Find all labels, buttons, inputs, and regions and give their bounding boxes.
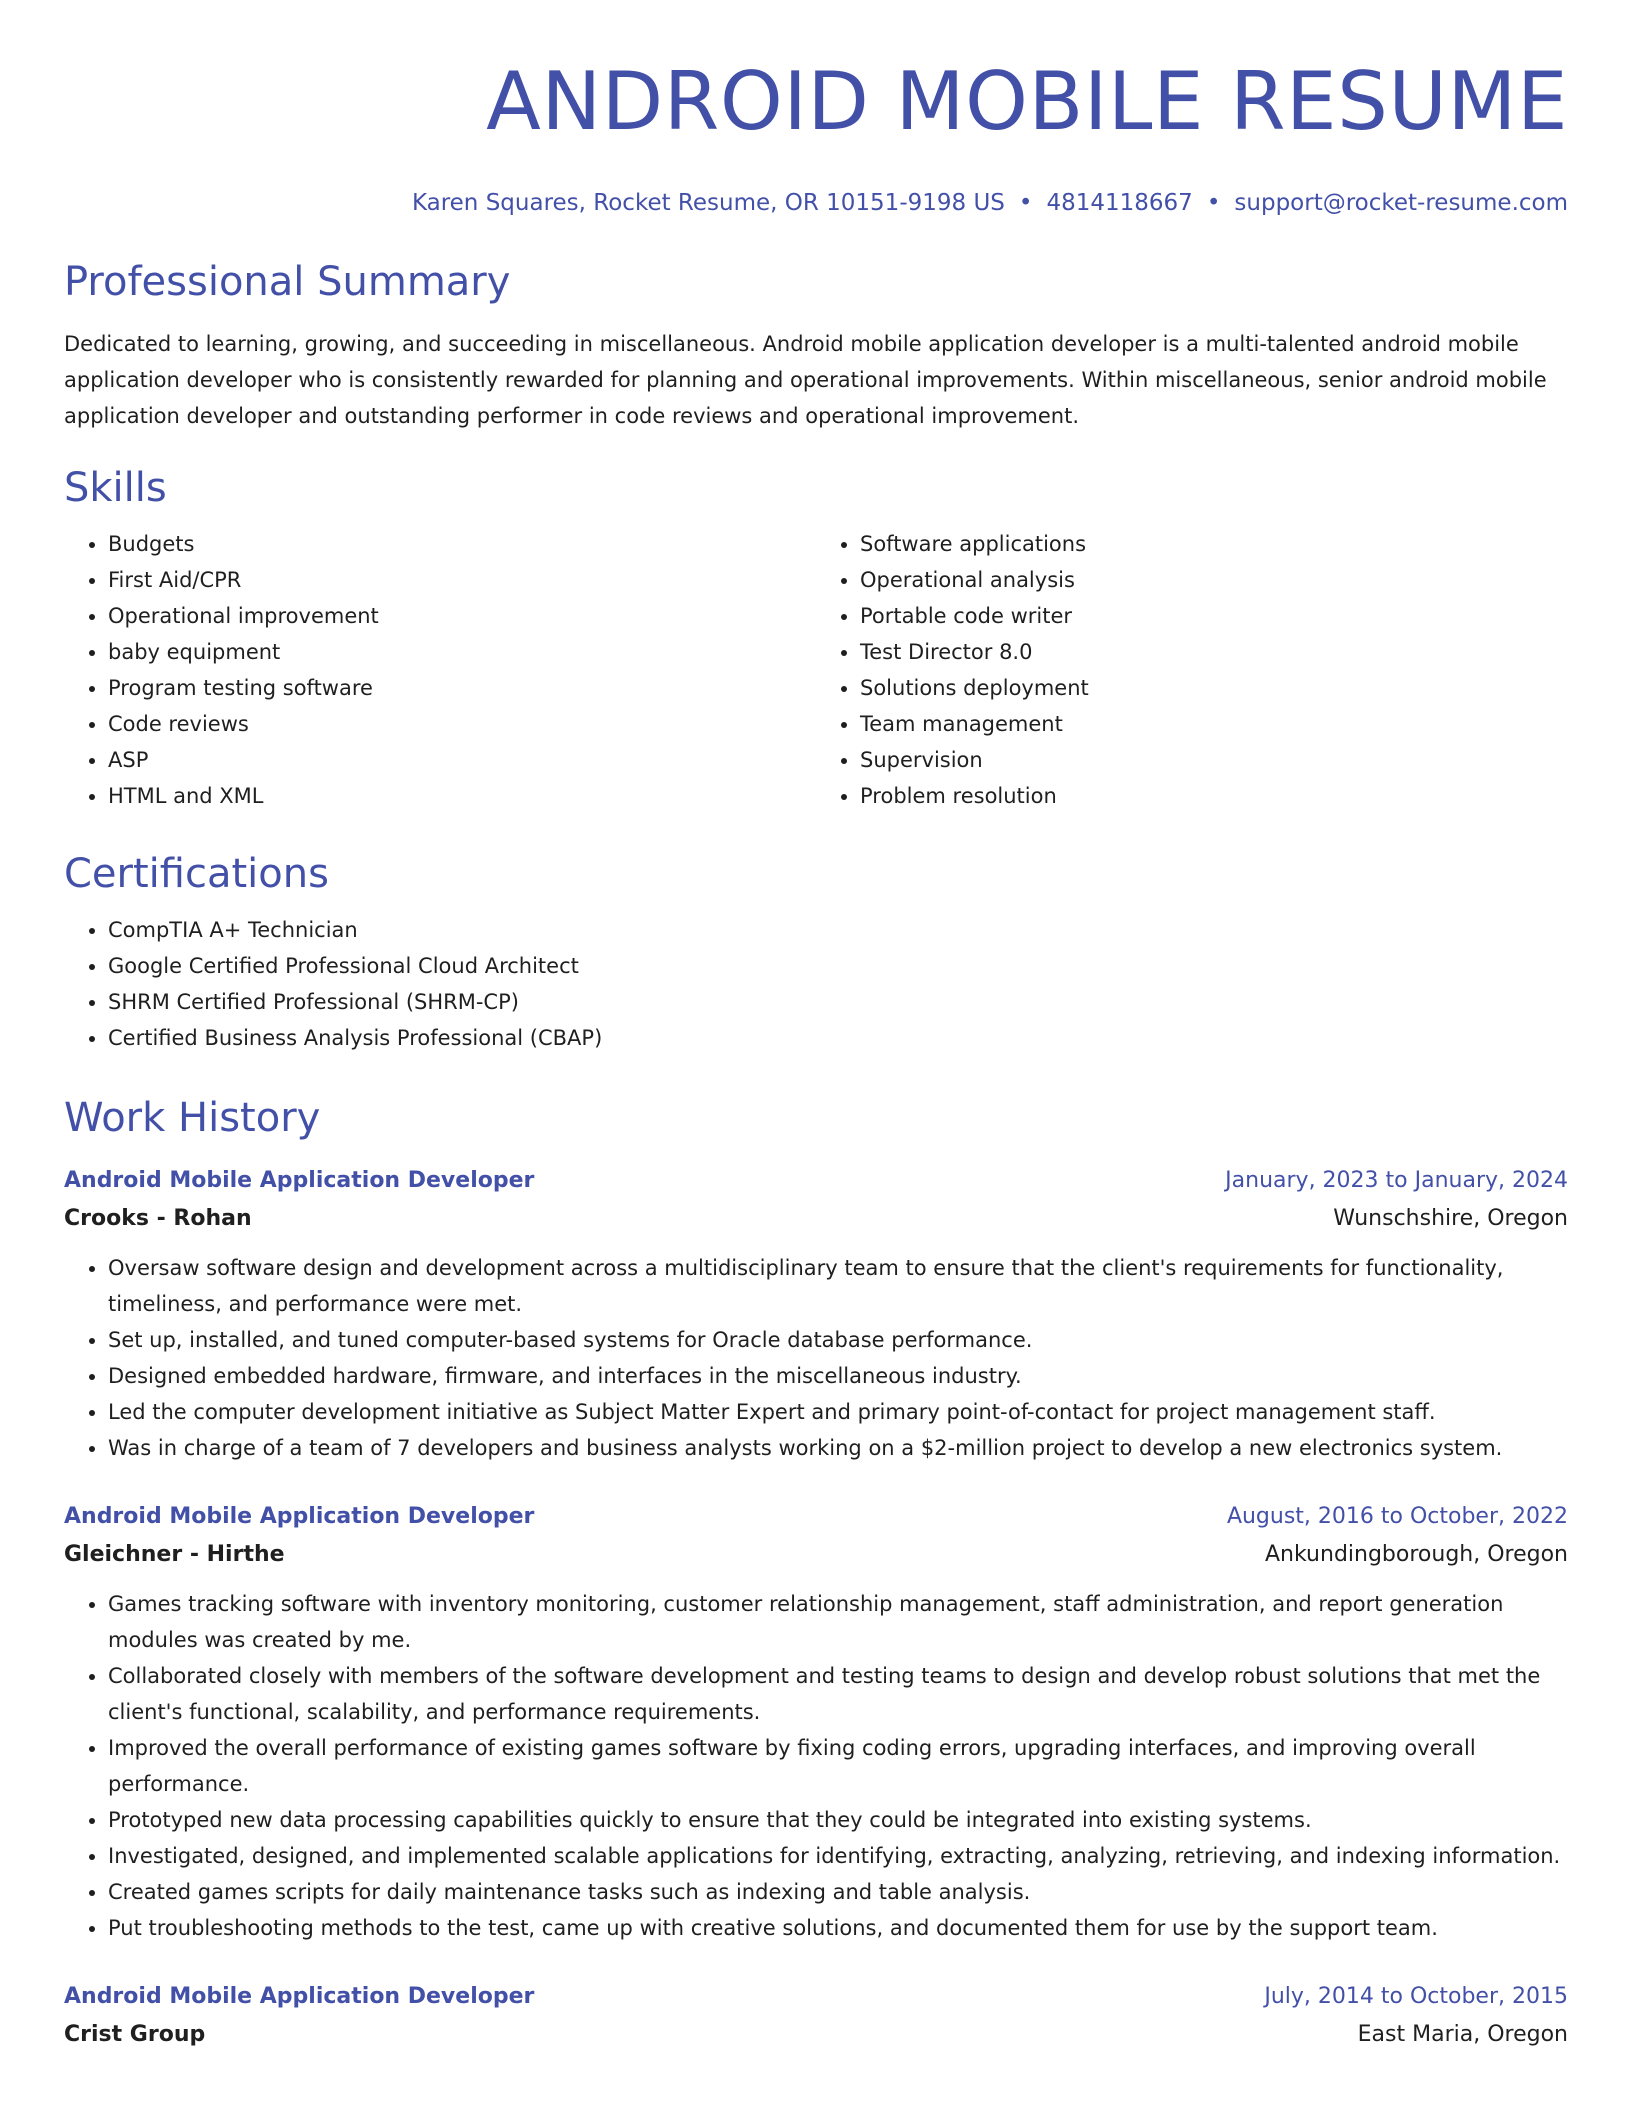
certifications-list bbox=[64, 912, 1568, 1056]
contact-email[interactable]: support@rocket-resume.com bbox=[1234, 190, 1568, 216]
job-subheader-row bbox=[64, 1200, 1568, 1238]
job-bullet: • Prototyped new data processing capabilities quickly to ensure that they could be integrated into existing systems. bbox=[108, 1802, 1568, 1838]
skill-item: • baby equipment bbox=[108, 634, 816, 670]
job-bullet: • Games tracking software with inventory monitoring, customer relationship management, staff administration, and report generation modules was created by me. bbox=[108, 1586, 1568, 1658]
skills-heading: Skills bbox=[64, 465, 167, 511]
summary-text: Dedicated to learning, growing, and succeeding in miscellaneous. Android mobile application developer is a multi-talented android mobile application developer who is consistently rewarded for planning and operational improvements. Within miscellaneous, senior android mobile application developer and outstanding performer in code reviews and operational improvement. bbox=[64, 332, 1547, 428]
skills-list-left bbox=[64, 526, 816, 814]
skills-columns bbox=[64, 526, 1568, 814]
job-bullets bbox=[64, 1250, 1568, 1466]
job-entry bbox=[64, 1162, 1568, 1466]
job-subheader-row bbox=[64, 2016, 1568, 2054]
job-bullet: • Collaborated closely with members of the software development and testing teams to design and develop robust solutions that met the client's functional, scalability, and performance requirements. bbox=[108, 1658, 1568, 1730]
job-bullet: • Improved the overall performance of existing games software by fixing coding errors, upgrading interfaces, and improving overall performance. bbox=[108, 1730, 1568, 1802]
skill-item: • Solutions deployment bbox=[860, 670, 1568, 706]
job-entry bbox=[64, 1498, 1568, 1946]
skill-item: • Software applications bbox=[860, 526, 1568, 562]
job-role: Android Mobile Application Developer bbox=[64, 1504, 535, 1529]
certification-item: • Certified Business Analysis Professional (CBAP) bbox=[108, 1020, 1568, 1056]
summary-heading: Professional Summary bbox=[64, 259, 511, 305]
contact-phone: 4814118667 bbox=[1046, 190, 1193, 216]
job-location: East Maria, Oregon bbox=[1357, 2022, 1568, 2047]
resume-title: ANDROID MOBILE RESUME bbox=[486, 55, 1568, 148]
job-dates: January, 2023 to January, 2024 bbox=[1225, 1168, 1568, 1193]
job-company: Gleichner - Hirthe bbox=[64, 1542, 285, 1567]
skill-item: • Program testing software bbox=[108, 670, 816, 706]
skill-item: • ASP bbox=[108, 742, 816, 778]
job-bullet: • Put troubleshooting methods to the test, came up with creative solutions, and documented them for use by the support team. bbox=[108, 1910, 1568, 1946]
job-bullet: • Investigated, designed, and implemented scalable applications for identifying, extracting, analyzing, retrieving, and indexing information. bbox=[108, 1838, 1568, 1874]
job-subheader-row bbox=[64, 1536, 1568, 1574]
job-company: Crooks - Rohan bbox=[64, 1206, 252, 1231]
job-bullet: • Created games scripts for daily maintenance tasks such as indexing and table analysis. bbox=[108, 1874, 1568, 1910]
certifications-heading: Certifications bbox=[64, 851, 329, 897]
job-bullet: • Was in charge of a team of 7 developers and business analysts working on a $2-million project to develop a new electronics system. bbox=[108, 1430, 1568, 1466]
skill-item: • Operational improvement bbox=[108, 598, 816, 634]
job-header-row bbox=[64, 1978, 1568, 2016]
skill-item: • First Aid/CPR bbox=[108, 562, 816, 598]
job-bullets bbox=[64, 1586, 1568, 1946]
skill-item: • HTML and XML bbox=[108, 778, 816, 814]
skill-item: • Portable code writer bbox=[860, 598, 1568, 634]
job-location: Wunschshire, Oregon bbox=[1333, 1206, 1568, 1231]
skill-item: • Team management bbox=[860, 706, 1568, 742]
job-role: Android Mobile Application Developer bbox=[64, 1984, 535, 2009]
contact-separator: • bbox=[1018, 190, 1033, 216]
contact-separator: • bbox=[1206, 190, 1221, 216]
contact-address: Karen Squares, Rocket Resume, OR 10151-9198 US bbox=[411, 190, 1005, 216]
job-bullet: • Set up, installed, and tuned computer-based systems for Oracle database performance. bbox=[108, 1322, 1568, 1358]
skills-list-right bbox=[816, 526, 1568, 814]
job-entry bbox=[64, 1978, 1568, 2054]
job-dates: July, 2014 to October, 2015 bbox=[1264, 1984, 1568, 2009]
job-bullet: • Oversaw software design and development across a multidisciplinary team to ensure that the client's requirements for functionality, timeliness, and performance were met. bbox=[108, 1250, 1568, 1322]
skill-item: • Operational analysis bbox=[860, 562, 1568, 598]
job-bullet: • Designed embedded hardware, firmware, and interfaces in the miscellaneous industry. bbox=[108, 1358, 1568, 1394]
job-bullet: • Led the computer development initiative as Subject Matter Expert and primary point-of-contact for project management staff. bbox=[108, 1394, 1568, 1430]
skill-item: • Test Director 8.0 bbox=[860, 634, 1568, 670]
job-company: Crist Group bbox=[64, 2022, 206, 2047]
certification-item: • CompTIA A+ Technician bbox=[108, 912, 1568, 948]
job-header-row bbox=[64, 1162, 1568, 1200]
certification-item: • SHRM Certified Professional (SHRM-CP) bbox=[108, 984, 1568, 1020]
job-dates: August, 2016 to October, 2022 bbox=[1226, 1504, 1568, 1529]
skill-item: • Code reviews bbox=[108, 706, 816, 742]
contact-line bbox=[64, 188, 1568, 218]
job-location: Ankundingborough, Oregon bbox=[1265, 1542, 1568, 1567]
skill-item: • Problem resolution bbox=[860, 778, 1568, 814]
job-role: Android Mobile Application Developer bbox=[64, 1168, 535, 1193]
skill-item: • Supervision bbox=[860, 742, 1568, 778]
job-header-row bbox=[64, 1498, 1568, 1536]
work-history-heading: Work History bbox=[64, 1095, 321, 1141]
skill-item: • Budgets bbox=[108, 526, 816, 562]
certification-item: • Google Certified Professional Cloud Architect bbox=[108, 948, 1568, 984]
